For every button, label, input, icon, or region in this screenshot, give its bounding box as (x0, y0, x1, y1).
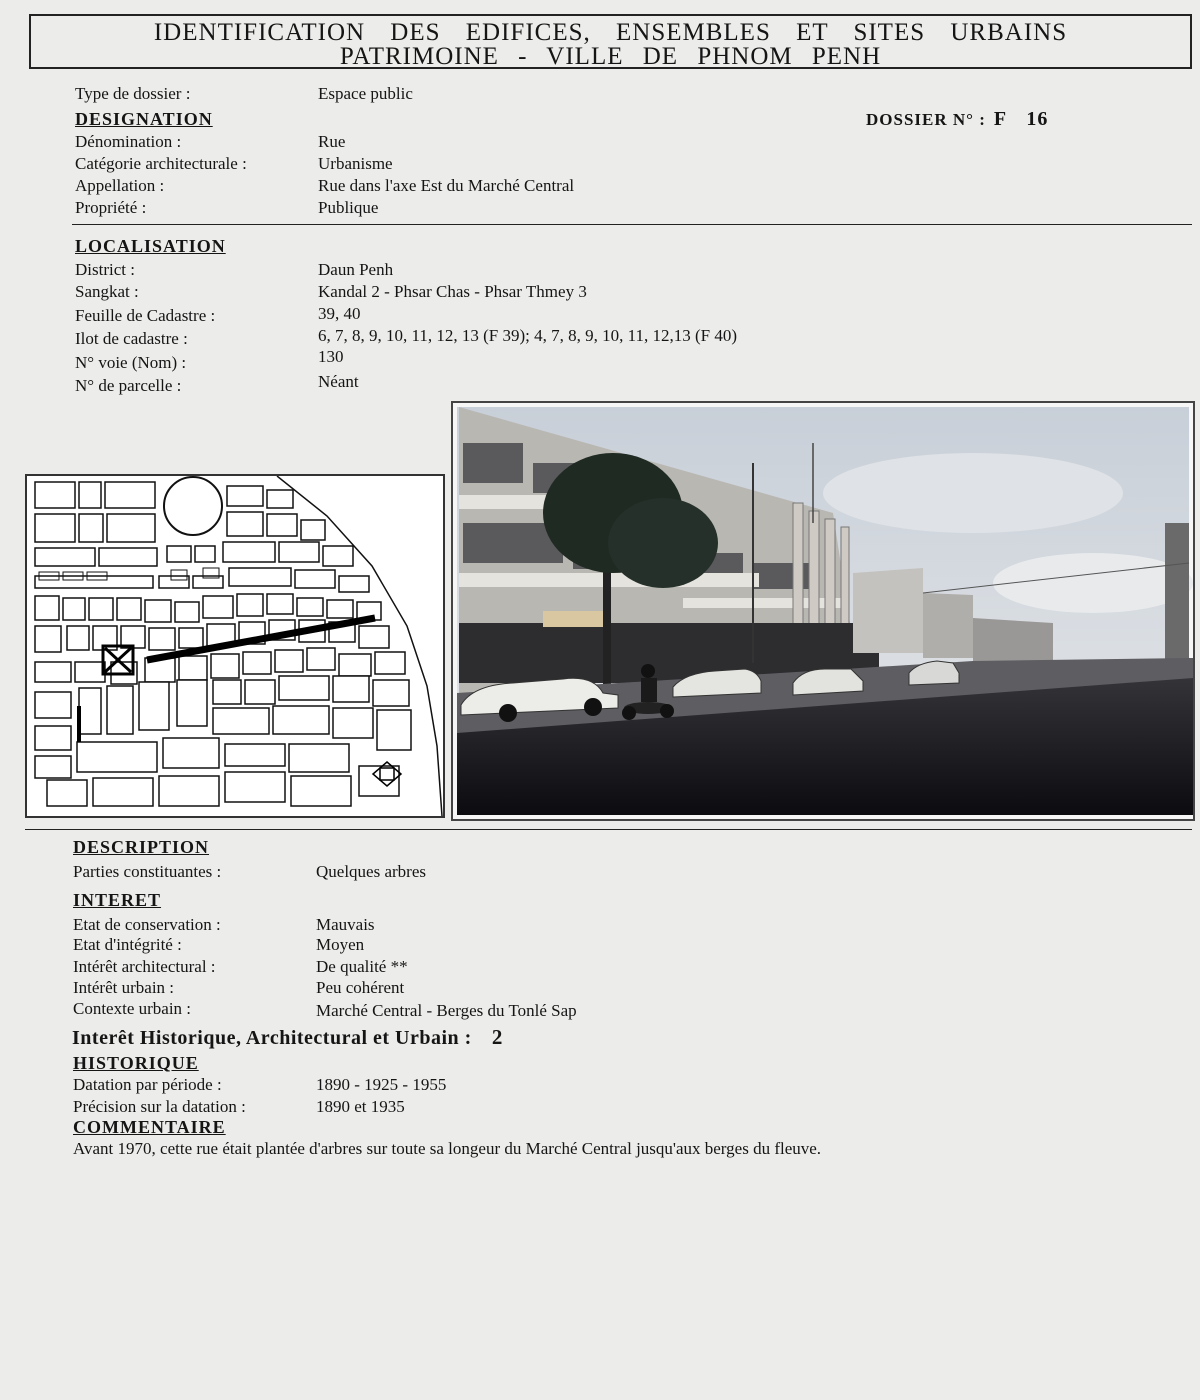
interet-label: Intérêt architectural : (73, 957, 216, 976)
historique-heading: HISTORIQUE (73, 1053, 199, 1073)
cloud (823, 453, 1123, 533)
localisation-label: Sangkat : (75, 282, 139, 301)
street-photo-drawing (453, 403, 1193, 819)
interet-label: Etat de conservation : (73, 915, 221, 934)
interet-summary-score: 2 (491, 1025, 503, 1049)
historique-value: 1890 et 1935 (316, 1097, 405, 1116)
dossier-number (866, 108, 1048, 131)
interet-value: De qualité ** (316, 957, 408, 976)
distant-building (1165, 523, 1189, 663)
central-market-circle (164, 477, 222, 535)
localisation-label: District : (75, 260, 135, 279)
distant-building (923, 593, 973, 658)
designation-heading: DESIGNATION (75, 109, 213, 129)
designation-label: Dénomination : (75, 132, 182, 151)
title-line-2: PATRIMOINE - VILLE DE PHNOM PENH (339, 43, 882, 70)
interet-summary-label: Interêt Historique, Architectural et Urbain : (72, 1027, 472, 1049)
document-title-box (29, 14, 1192, 69)
localisation-value: Daun Penh (318, 260, 394, 279)
description-label: Parties constituantes : (73, 862, 222, 881)
interet-value: Peu cohérent (316, 978, 405, 997)
distant-building (853, 568, 923, 653)
interet-value: Mauvais (316, 915, 375, 934)
cloud (993, 553, 1193, 613)
commentaire-heading: COMMENTAIRE (73, 1117, 226, 1137)
localisation-value: 39, 40 (318, 304, 361, 323)
localisation-label: Ilot de cadastre : (75, 329, 188, 348)
localisation-heading: LOCALISATION (75, 236, 226, 256)
dossier-number-value: F 16 (993, 108, 1049, 130)
designation-value: Urbanisme (318, 154, 393, 173)
interet-label: Etat d'intégrité : (73, 935, 182, 954)
shop-sign (543, 611, 603, 627)
description-value: Quelques arbres (316, 862, 426, 881)
designation-label: Appellation : (75, 176, 165, 195)
location-map (25, 474, 445, 818)
interet-label: Intérêt urbain : (73, 978, 175, 997)
designation-value: Rue (318, 132, 346, 151)
historique-label: Précision sur la datation : (73, 1097, 246, 1116)
localisation-value: Néant (318, 372, 359, 391)
description-heading: DESCRIPTION (73, 837, 210, 857)
localisation-label: N° de parcelle : (75, 376, 182, 395)
localisation-label: Feuille de Cadastre : (75, 306, 216, 325)
commentaire-text: Avant 1970, cette rue était plantée d'arbres sur toute sa longeur du Marché Central jusqu'aux berges du fleuve. (73, 1139, 822, 1158)
section-divider (72, 224, 1192, 225)
section-divider (25, 829, 1192, 830)
street-photo (451, 401, 1195, 821)
type-dossier-label: Type de dossier : (75, 84, 191, 103)
type-dossier-value: Espace public (318, 84, 413, 103)
interet-heading: INTERET (73, 890, 162, 910)
localisation-label: N° voie (Nom) : (75, 353, 187, 372)
interet-label: Contexte urbain : (73, 999, 192, 1018)
interet-value: Moyen (316, 935, 365, 954)
interet-summary (72, 1025, 503, 1050)
distant-building (973, 618, 1053, 661)
dossier-label: DOSSIER N° : (866, 110, 986, 129)
title-line-1: IDENTIFICATION DES EDIFICES, ENSEMBLES ET SITES URBAINS (153, 19, 1068, 46)
localisation-value: 130 (318, 347, 344, 366)
historique-value: 1890 - 1925 - 1955 (316, 1075, 447, 1094)
localisation-value: Kandal 2 - Phsar Chas - Phsar Thmey 3 (318, 282, 587, 301)
historique-label: Datation par période : (73, 1075, 222, 1094)
designation-label: Propriété : (75, 198, 147, 217)
designation-label: Catégorie architecturale : (75, 154, 247, 173)
tree-canopy (608, 498, 718, 588)
localisation-value: 6, 7, 8, 9, 10, 11, 12, 13 (F 39); 4, 7, 8, 9, 10, 11, 12,13 (F 40) (318, 326, 738, 345)
interet-value: Marché Central - Berges du Tonlé Sap (316, 1001, 577, 1020)
map-drawing (27, 476, 443, 816)
designation-value: Publique (318, 198, 379, 217)
designation-value: Rue dans l'axe Est du Marché Central (318, 176, 575, 195)
